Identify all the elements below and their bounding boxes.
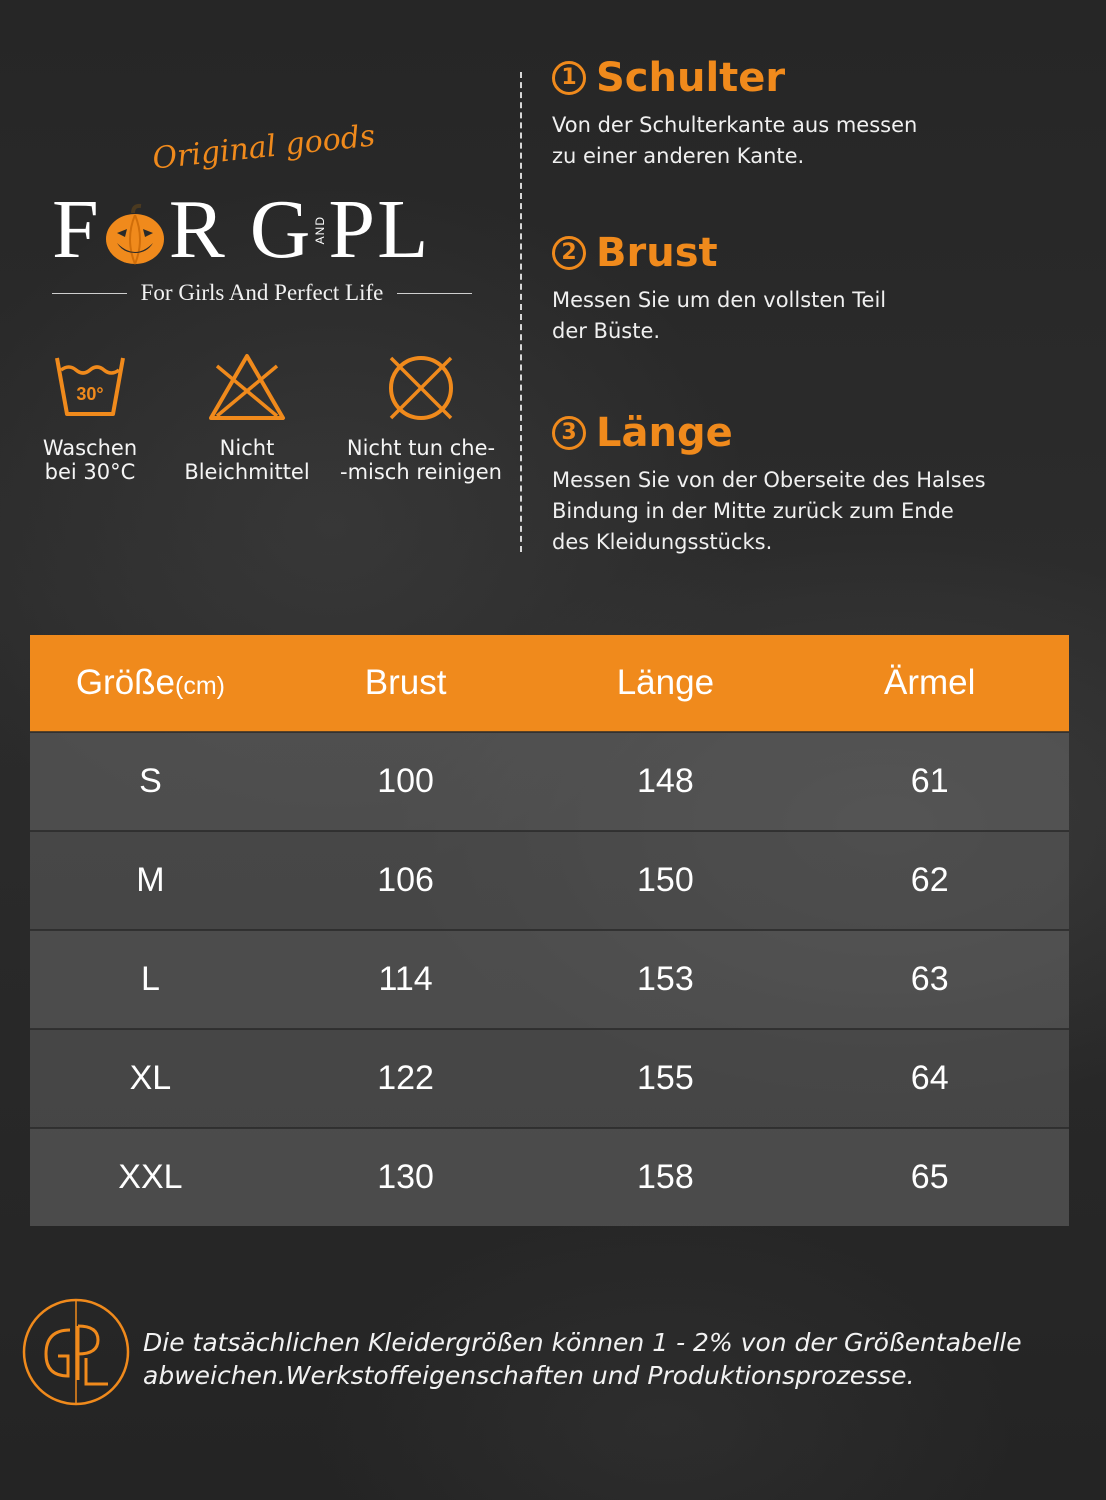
cell-aermel: 63 <box>790 930 1069 1029</box>
cell-brust: 114 <box>271 930 541 1029</box>
number-circle-icon: 2 <box>552 236 586 270</box>
table-row <box>30 1029 1069 1128</box>
brand-name-part2: R G <box>168 183 313 276</box>
care-label-line: Bleichmittel <box>184 460 310 484</box>
table-row <box>30 1128 1069 1226</box>
wash-30-icon <box>53 352 127 422</box>
measure-description-line: der Büste. <box>552 319 661 343</box>
care-label-line: Nicht <box>219 436 275 460</box>
cell-laenge: 153 <box>540 930 790 1029</box>
brand-tagline-bottom-row <box>52 280 472 306</box>
pumpkin-icon <box>103 198 167 262</box>
cell-brust: 122 <box>271 1029 541 1128</box>
cell-aermel: 65 <box>790 1128 1069 1226</box>
cell-size: L <box>30 930 271 1029</box>
care-label-line: -misch reinigen <box>340 460 502 484</box>
care-item-no-dry-clean <box>336 352 506 484</box>
measure-description-line: Messen Sie von der Oberseite des Halses <box>552 468 986 492</box>
cell-size: M <box>30 831 271 930</box>
care-item-no-bleach <box>162 352 332 484</box>
cell-size: S <box>30 732 271 831</box>
measure-title-text: Schulter <box>596 55 786 101</box>
wash-temperature-badge: 30° <box>76 384 104 404</box>
cell-aermel: 64 <box>790 1029 1069 1128</box>
header-aermel: Ärmel <box>790 635 1069 732</box>
care-label-line: bei 30°C <box>44 460 136 484</box>
disclaimer-line: Die tatsächlichen Kleidergrößen können 1 - 2% von der Größentabelle <box>143 1328 1022 1357</box>
cell-laenge: 158 <box>540 1128 790 1226</box>
cell-brust: 106 <box>271 831 541 930</box>
header-size-label: Größe <box>75 663 176 702</box>
measure-title <box>552 54 1072 102</box>
measure-description-line: Messen Sie um den vollsten Teil <box>552 288 887 312</box>
brand-name-part1: F <box>52 183 101 276</box>
measure-description <box>552 465 1072 558</box>
brand-tagline-top: Original goods <box>150 118 377 177</box>
care-label-line: Waschen <box>42 436 138 460</box>
header-unit-label: (cm) <box>175 672 225 700</box>
measure-description <box>552 285 1072 347</box>
no-dry-clean-icon <box>385 352 457 422</box>
size-disclaimer <box>143 1326 1103 1392</box>
care-label-line: Nicht tun che- <box>346 436 496 460</box>
table-header-row <box>30 635 1069 732</box>
cell-laenge: 148 <box>540 732 790 831</box>
care-label-no-dry-clean <box>336 436 506 484</box>
table-row <box>30 831 1069 930</box>
cell-laenge: 155 <box>540 1029 790 1128</box>
number-circle-icon: 1 <box>552 61 586 95</box>
measure-title-text: Länge <box>596 410 733 456</box>
cell-laenge: 150 <box>540 831 790 930</box>
header-brust: Brust <box>271 635 541 732</box>
divider-line-left <box>52 293 127 294</box>
measure-length <box>552 409 1072 558</box>
care-item-wash <box>5 352 175 484</box>
cell-brust: 130 <box>271 1128 541 1226</box>
cell-aermel: 61 <box>790 732 1069 831</box>
measure-description-line: Von der Schulterkante aus messen <box>552 113 918 137</box>
measure-description <box>552 110 1072 172</box>
cell-brust: 100 <box>271 732 541 831</box>
brand-tagline-bottom: For Girls And Perfect Life <box>140 280 384 305</box>
brand-name-part3: PL <box>328 183 431 276</box>
measure-chest <box>552 229 1072 347</box>
disclaimer-line: abweichen.Werkstoffeigenschaften und Produktionsprozesse. <box>143 1361 915 1390</box>
measure-description-line: Bindung in der Mitte zurück zum Ende <box>552 499 954 523</box>
table-row <box>30 732 1069 831</box>
measure-title-text: Brust <box>596 230 718 276</box>
measure-shoulder <box>552 54 1072 172</box>
table-row <box>30 930 1069 1029</box>
divider-line-right <box>397 293 472 294</box>
brand-wordmark <box>52 183 431 276</box>
brand-name-and: AND <box>313 215 328 245</box>
no-bleach-icon <box>207 352 287 422</box>
brand-logo <box>40 120 490 320</box>
measure-title <box>552 409 1072 457</box>
header-laenge: Länge <box>540 635 790 732</box>
care-label-no-bleach <box>162 436 332 484</box>
care-label-wash <box>5 436 175 484</box>
number-circle-icon: 3 <box>552 416 586 450</box>
cell-size: XL <box>30 1029 271 1128</box>
header-size <box>30 635 271 732</box>
cell-aermel: 62 <box>790 831 1069 930</box>
measure-title <box>552 229 1072 277</box>
dashed-divider <box>520 72 522 552</box>
cell-size: XXL <box>30 1128 271 1226</box>
gpl-monogram-icon <box>20 1296 132 1408</box>
measure-description-line: zu einer anderen Kante. <box>552 144 805 168</box>
size-table <box>30 635 1069 1226</box>
measure-description-line: des Kleidungsstücks. <box>552 530 773 554</box>
